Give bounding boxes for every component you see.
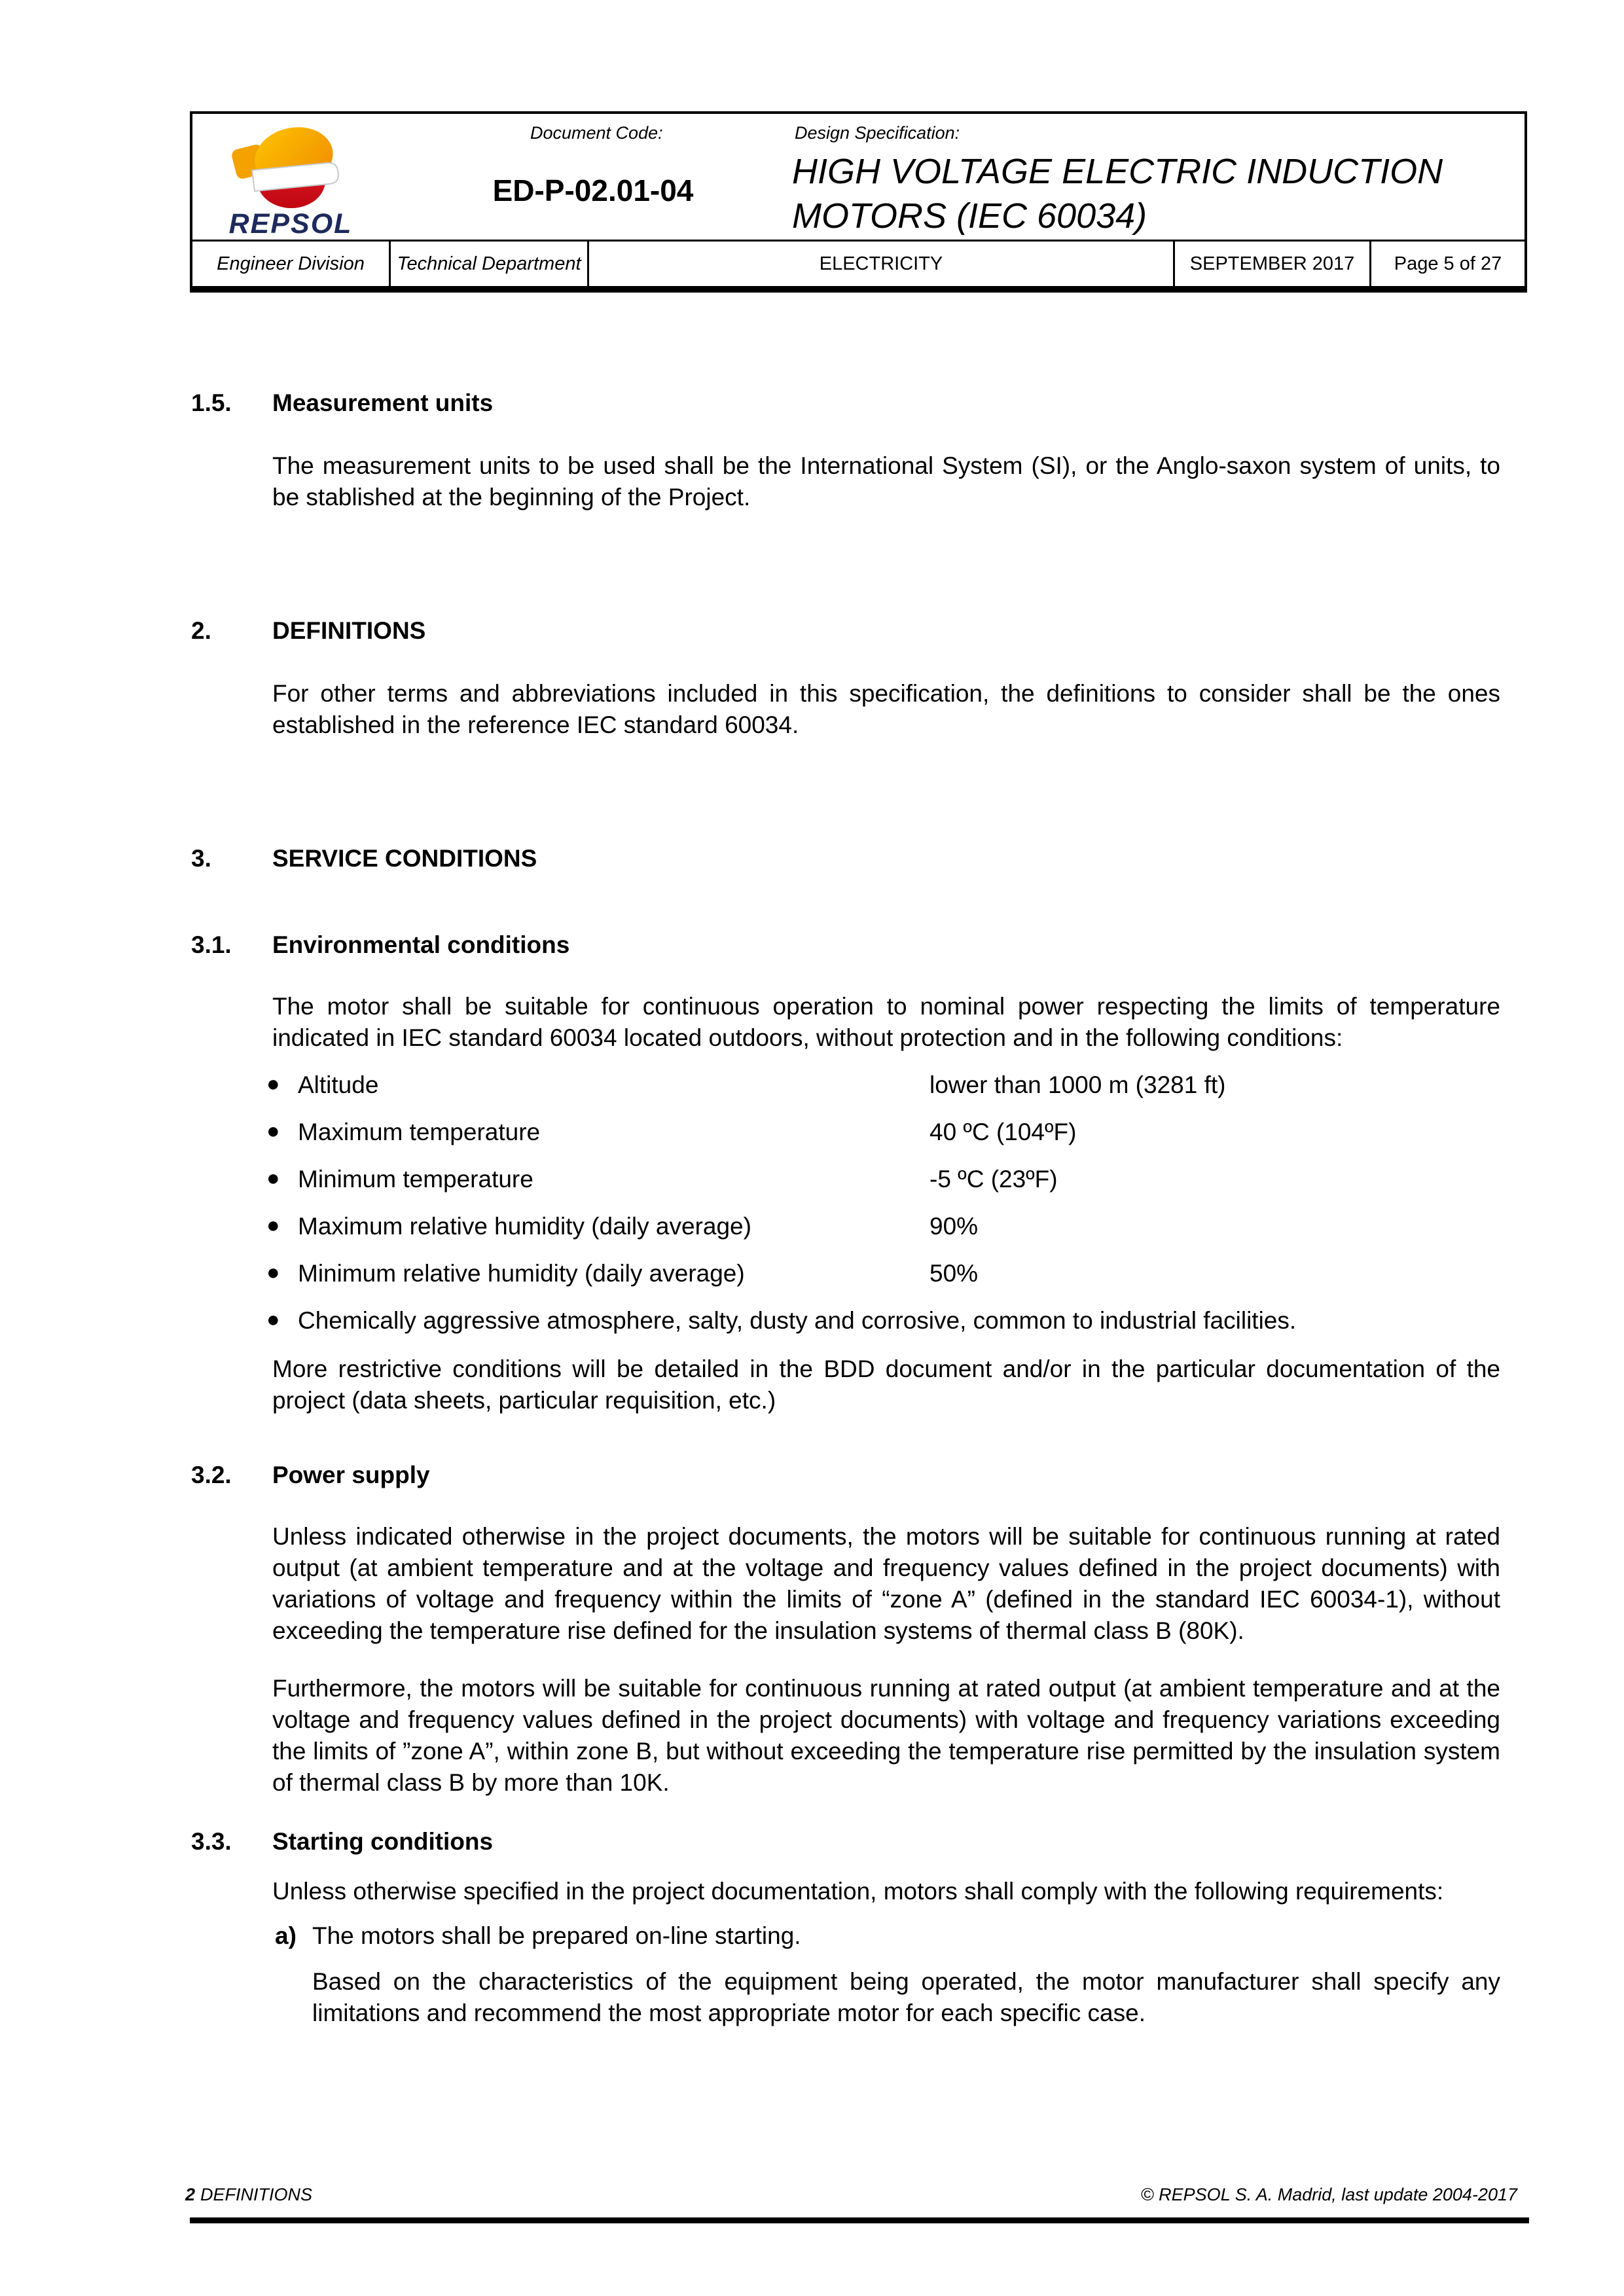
header-table — [190, 111, 1527, 293]
bullet-max-humidity — [266, 1211, 1504, 1242]
section-number: 2. — [191, 617, 211, 644]
footer-copyright: © REPSOL S. A. Madrid, last update 2004-2017 — [1140, 2185, 1517, 2204]
bullet-label: Minimum temperature — [298, 1166, 533, 1193]
document-title: HIGH VOLTAGE ELECTRIC INDUCTION MOTORS (IEC 60034) — [792, 152, 1443, 236]
bullet-label: Minimum relative humidity (daily average) — [298, 1260, 745, 1287]
header-discipline: ELECTRICITY — [587, 242, 1173, 286]
list-item-a-detail: Based on the characteristics of the equipment being operated, the motor manufacturer shall specify any limitations and recommend the most appropriate motor for each specific case. — [312, 1968, 1500, 2026]
section-title: Environmental conditions — [272, 931, 570, 958]
repsol-logo — [228, 126, 353, 242]
footer-chapter-title: DEFINITIONS — [200, 2185, 313, 2204]
bullet-icon: ● — [266, 1166, 280, 1191]
document-code: ED-P-02.01-04 — [492, 173, 694, 207]
section-number: 1.5. — [191, 389, 232, 416]
section-title: SERVICE CONDITIONS — [272, 845, 537, 872]
footer-chapter — [185, 2185, 312, 2204]
header-date: SEPTEMBER 2017 — [1173, 242, 1369, 286]
section-heading-3-2 — [191, 1460, 1500, 1491]
repsol-logo-emblem — [228, 126, 353, 242]
header-page-number: Page 5 of 27 — [1369, 242, 1525, 286]
section-heading-1-5 — [191, 387, 1500, 419]
paragraph-3-2-b: Furthermore, the motors will be suitable for continuous running at rated output (at ambient temperature and at the voltage and frequency values defined in the project documents) with voltage and frequency variations exceeding the limits of ”zone A”, within zone B, but without exceeding the temperature rise permitted by the insulation system of thermal class B by more than 10K. — [272, 1675, 1500, 1796]
paragraph-3-1: The motor shall be suitable for continuous operation to nominal power respecting the limits of temperature indicated in IEC standard 60034 located outdoors, without protection and in the following conditions: — [272, 993, 1500, 1051]
bullet-value: 40 ºC (104ºF) — [929, 1119, 1077, 1145]
repsol-wordmark: REPSOL — [228, 208, 353, 240]
header-division: Engineer Division — [217, 253, 365, 274]
bullet-value: lower than 1000 m (3281 ft) — [929, 1071, 1226, 1098]
bullet-min-humidity — [266, 1258, 1504, 1289]
paragraph-3-2-a: Unless indicated otherwise in the project documents, the motors will be suitable for continuous running at rated output (at ambient temperature and at the voltage and frequency values defined in the project documents) with variations of voltage and frequency within the limits of “zone A” (defined in the standard IEC 60034-1), without exceeding the temperature rise defined for the insulation systems of thermal class B (80K). — [272, 1523, 1500, 1644]
bullet-value: 50% — [929, 1260, 979, 1287]
section-number: 3.3. — [191, 1828, 232, 1855]
section-title: Power supply — [272, 1462, 430, 1488]
bullet-label: Maximum relative humidity (daily average) — [298, 1213, 751, 1240]
bullet-atmosphere — [266, 1305, 1504, 1336]
paragraph-1-5: The measurement units to be used shall be the International System (SI), or the Anglo-saxon system of units, to be stablished at the beginning of the Project. — [272, 452, 1500, 511]
section-number: 3.1. — [191, 931, 232, 958]
list-item-a-text: The motors shall be prepared on-line starting. — [312, 1922, 801, 1949]
bullet-label: Chemically aggressive atmosphere, salty, dusty and corrosive, common to industrial facilities. — [298, 1307, 1297, 1334]
paragraph-3-3-intro: Unless otherwise specified in the project documentation, motors shall comply with the following requirements: — [272, 1878, 1444, 1905]
header-department: Technical Department — [389, 242, 587, 286]
section-heading-3-3 — [191, 1826, 1500, 1857]
list-item-a-marker: a) — [275, 1922, 297, 1949]
bullet-label: Altitude — [298, 1071, 379, 1098]
bullet-label: Maximum temperature — [298, 1119, 541, 1145]
paragraph-2: For other terms and abbreviations included in this specification, the definitions to consider shall be the ones established in the reference IEC standard 60034. — [272, 680, 1500, 738]
bullet-altitude — [266, 1069, 1504, 1101]
bullet-value: 90% — [929, 1213, 979, 1240]
bullet-min-temperature — [266, 1164, 1504, 1195]
bullet-icon: ● — [266, 1260, 280, 1285]
section-title: Starting conditions — [272, 1828, 494, 1855]
section-heading-3 — [191, 843, 1500, 874]
bullet-max-temperature — [266, 1117, 1504, 1148]
footer-rule — [190, 2217, 1529, 2223]
header-meta-row — [192, 240, 1525, 286]
section-title: DEFINITIONS — [272, 617, 426, 644]
bullet-icon: ● — [266, 1213, 280, 1238]
section-heading-2 — [191, 615, 1500, 647]
footer-chapter-number: 2 — [185, 2185, 196, 2204]
bullet-value: -5 ºC (23ºF) — [929, 1166, 1058, 1193]
design-specification-label: Design Specification: — [795, 123, 960, 143]
section-number: 3.2. — [191, 1462, 232, 1488]
section-number: 3. — [191, 845, 211, 872]
section-heading-3-1 — [191, 929, 1500, 961]
bullet-icon: ● — [266, 1307, 280, 1332]
paragraph-3-1-note: More restrictive conditions will be detailed in the BDD document and/or in the particular documentation of the project (data sheets, particular requisition, etc.) — [272, 1355, 1500, 1414]
bullet-icon: ● — [266, 1119, 280, 1143]
document-code-label: Document Code: — [530, 123, 663, 143]
section-title: Measurement units — [272, 389, 494, 416]
bullet-icon: ● — [266, 1071, 280, 1096]
